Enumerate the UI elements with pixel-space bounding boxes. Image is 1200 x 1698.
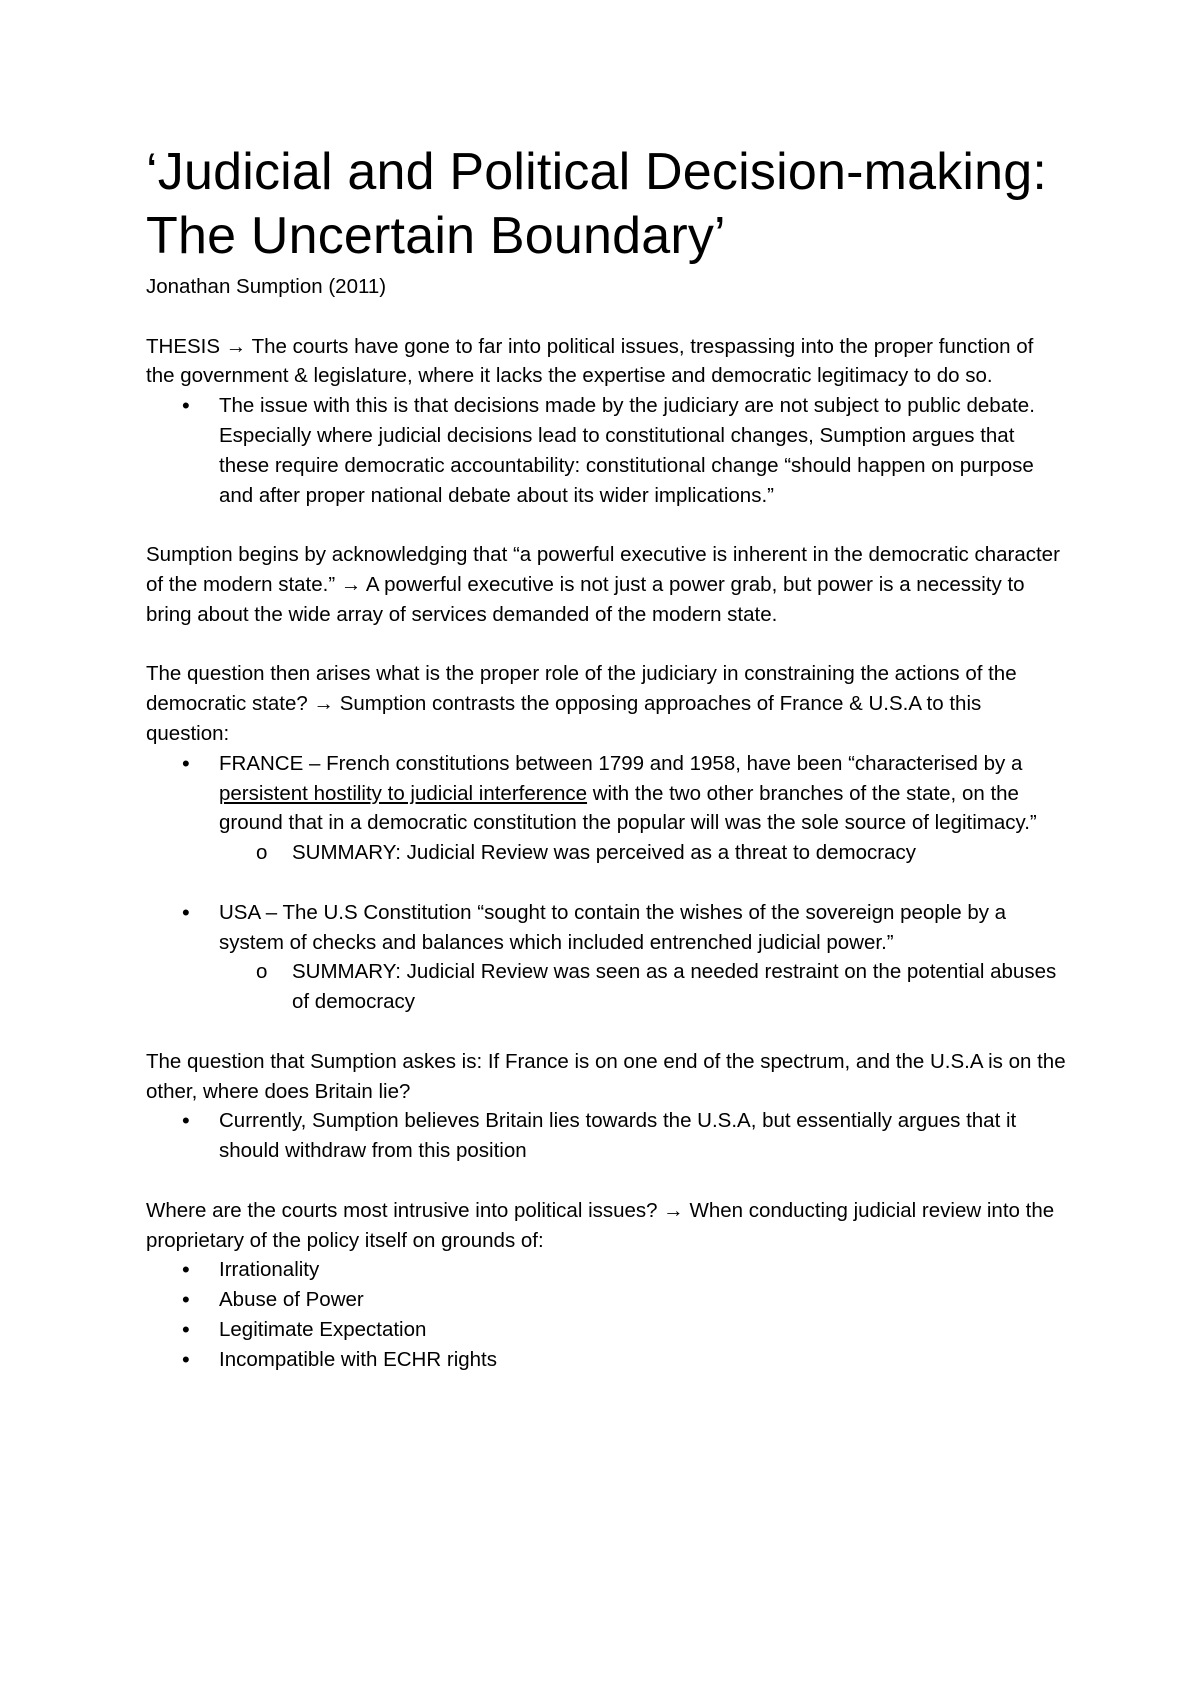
usa-text: USA – The U.S Constitution “sought to contain the wishes of the sovereign people by a system of checks and balances which included entrenched judicial power.” [219,900,1007,954]
britain-paragraph: The question that Sumption askes is: If France is on one end of the spectrum, and the U.S.A is on the other, where does Britain lie? [146,1049,1066,1103]
author-line: Jonathan Sumption (2011) [146,275,387,298]
document-content [146,140,1066,1374]
question-paragraph: The question then arises what is the proper role of the judiciary in constraining the actions of the democratic state? → Sumption contrasts the opposing approaches of France & U.S.A to this question: [146,662,1017,745]
thesis-paragraph: THESIS → The courts have gone to far into political issues, trespassing into the proper function of the government & legislature, where it lacks the expertise and democratic legitimacy to do so. [146,334,1034,388]
usa-sub-list [219,957,1066,1017]
list-item: • Currently, Sumption believes Britain lies towards the U.S.A, but essentially argues that it should withdraw from this position [146,1106,1066,1166]
list-item: • The issue with this is that decisions made by the judiciary are not subject to public debate. Especially where judicial decisions lead to constitutional changes, Sumption argues that these require democratic accountability: constitutional change “should happen on purpose and after proper national debate about its wider implications.” [146,391,1066,510]
usa-summary: o SUMMARY: Judicial Review was seen as a needed restraint on the potential abuses of democracy [146,957,1066,1017]
usa-item [146,898,1066,1017]
france-sub-list [219,838,1066,868]
britain-list [146,1106,1066,1166]
list-item: • Legitimate Expectation [146,1315,1066,1345]
list-item: • Abuse of Power [146,1285,1066,1315]
grounds-list [146,1255,1066,1374]
france-text-continued: with the two other branches of the state, on the ground that in a democratic constitution the popular will was the sole source of legitimacy.” [219,781,1037,835]
france-underlined-text: persistent hostility to judicial interference [219,781,588,805]
intrusive-paragraph: Where are the courts most intrusive into political issues? → When conducting judicial review into the proprietary of the policy itself on grounds of: [146,1198,1055,1252]
usa-list [146,898,1066,1017]
list-item: • Irrationality [146,1255,1066,1285]
list-item: • Incompatible with ECHR rights [146,1345,1066,1375]
executive-paragraph: Sumption begins by acknowledging that “a powerful executive is inherent in the democratic character of the modern state.” → A powerful executive is not just a power grab, but power is a necessity to bring about the wide array of services demanded of the modern state. [146,543,1060,626]
approaches-list [146,749,1066,868]
thesis-bullet-list [146,391,1066,510]
france-summary: o SUMMARY: Judicial Review was perceived as a threat to democracy [146,838,1066,868]
france-text: FRANCE – French constitutions between 1799 and 1958, have been “characterised by a [219,751,1023,775]
document-title: ‘Judicial and Political Decision-making: The Uncertain Boundary’ [146,143,1048,265]
france-item [146,749,1066,868]
